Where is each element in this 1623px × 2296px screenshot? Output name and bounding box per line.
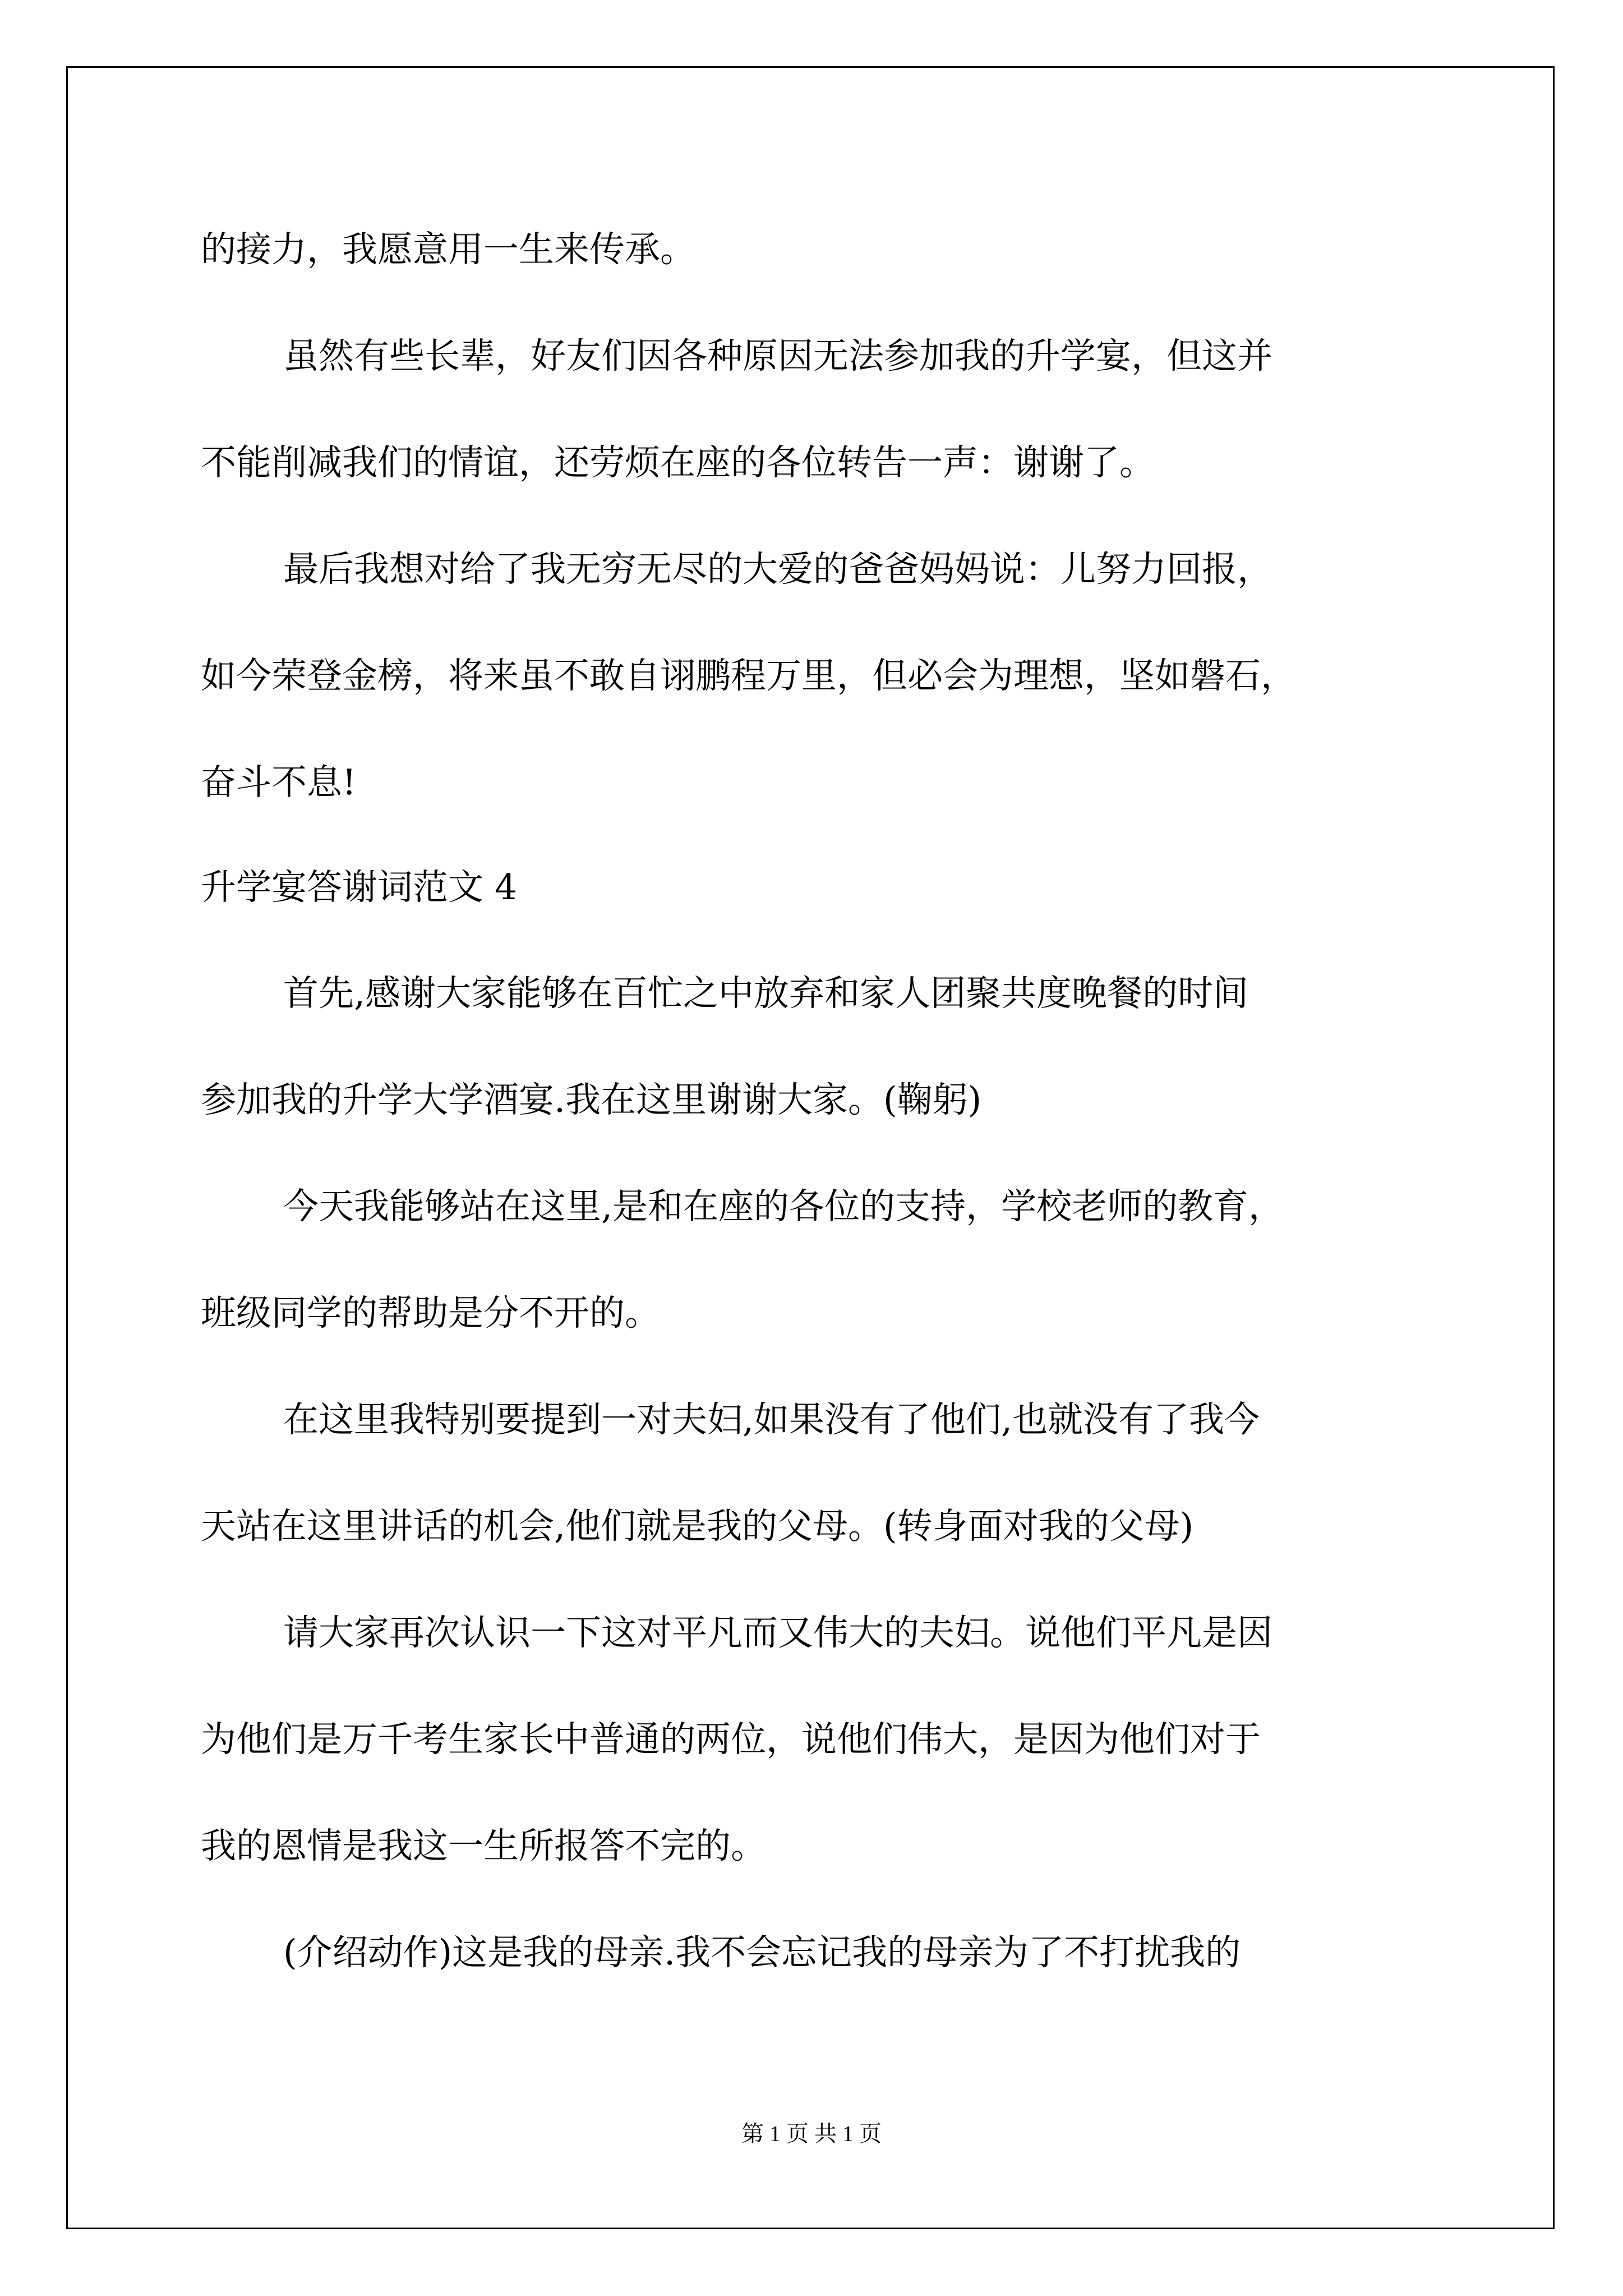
text-line-13: 天站在这里讲话的机会,他们就是我的父母。(转身面对我的父母)	[201, 1506, 1194, 1547]
text-line-16: 我的恩情是我这一生所报答不完的。	[201, 1825, 766, 1866]
text-line-6: 奋斗不息!	[201, 762, 357, 803]
text-line-15: 为他们是万千考生家长中普通的两位，说他们伟大，是因为他们对于	[201, 1719, 1261, 1760]
text-line-3: 不能削减我们的情谊，还劳烦在座的各位转告一声：谢谢了。	[201, 442, 1155, 483]
text-line-1: 的接力，我愿意用一生来传承。	[201, 229, 695, 270]
page-border	[66, 66, 1555, 2229]
page-number-footer: 第 1 页 共 1 页	[741, 2121, 882, 2146]
text-line-2: 虽然有些长辈，好友们因各种原因无法参加我的升学宴，但这并	[283, 335, 1272, 376]
text-line-11: 班级同学的帮助是分不开的。	[201, 1292, 660, 1333]
text-line-14: 请大家再次认识一下这对平凡而又伟大的夫妇。说他们平凡是因	[283, 1612, 1272, 1653]
text-line-4: 最后我想对给了我无穷无尽的大爱的爸爸妈妈说：儿努力回报，	[283, 549, 1272, 590]
text-line-9: 参加我的升学大学酒宴.我在这里谢谢大家。(鞠躬)	[201, 1079, 982, 1120]
text-line-8: 首先,感谢大家能够在百忙之中放弃和家人团聚共度晚餐的时间	[283, 973, 1249, 1014]
text-line-10: 今天我能够站在这里,是和在座的各位的支持，学校老师的教育，	[283, 1186, 1284, 1227]
text-line-5: 如今荣登金榜，将来虽不敢自诩鹏程万里，但必会为理想，坚如磐石，	[201, 655, 1296, 696]
section-heading: 升学宴答谢词范文 4	[201, 867, 518, 908]
text-line-17: (介绍动作)这是我的母亲.我不会忘记我的母亲为了不打扰我的	[283, 1932, 1241, 1973]
text-line-12: 在这里我特别要提到一对夫妇,如果没有了他们,也就没有了我今	[283, 1399, 1260, 1440]
